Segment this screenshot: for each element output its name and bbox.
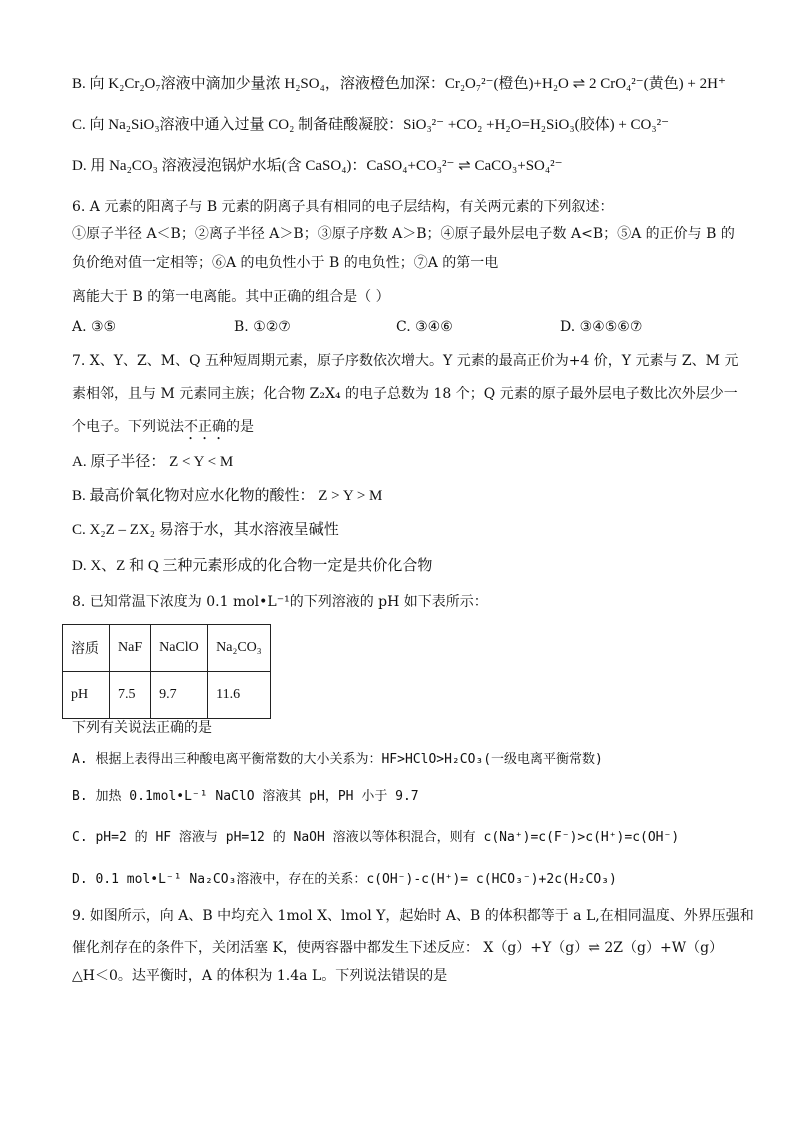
- q7-line-2: 素相邻，且与 M 元素同主族；化合物 Z₂X₄ 的电子总数为 18 个；Q 元素的原子最外层电子数比次外层少一: [72, 386, 738, 402]
- q6-line-3: 负价绝对值一定相等；⑥A 的电负性小于 B 的电负性；⑦A 的第一电: [72, 255, 499, 271]
- q6-option-a: A. ③⑤: [72, 319, 117, 335]
- q5-option-b: B. 向 K₂Cr₂O₇溶液中滴加少量浓 H₂SO₄，溶液橙色加深：Cr₂O₇²⁻(橙色)+H₂O ⇌ 2 CrO₄²⁻(黄色) + 2H⁺: [72, 76, 726, 92]
- q8-option-a: A. 根据上表得出三种酸电离平衡常数的大小关系为：HF>HClO>H₂CO₃(一级电离平衡常数): [72, 752, 603, 767]
- q7-line-3-pre: 个电子。下列说法: [72, 419, 184, 435]
- q8-option-d: D. 0.1 mol•L⁻¹ Na₂CO₃溶液中，存在的关系：c(OH⁻)-c(H⁺)= c(HCO₃⁻)+2c(H₂CO₃): [72, 872, 617, 887]
- q7-emphasis: 不正确: [184, 419, 226, 435]
- q8-after-table: 下列有关说法正确的是: [72, 720, 212, 736]
- q6-line-2: ①原子半径 A＜B；②离子半径 A＞B；③原子序数 A＞B；④原子最外层电子数 A<B；⑤A 的正价与 B 的: [72, 226, 735, 242]
- q5-option-d: D. 用 Na₂CO₃ 溶液浸泡锅炉水垢(含 CaSO₄)：CaSO₄+CO₃²⁻ ⇌ CaCO₃+SO₄²⁻: [72, 158, 563, 174]
- q7-option-a: A. 原子半径： Z < Y < M: [72, 454, 234, 470]
- q6-option-d: D. ③④⑤⑥⑦: [560, 319, 643, 335]
- q8-stem: 8. 已知常温下浓度为 0.1 mol•L⁻¹的下列溶液的 pH 如下表所示：: [72, 594, 488, 610]
- q7-line-3: [72, 417, 254, 443]
- q5-option-c: C. 向 Na₂SiO₃溶液中通入过量 CO₂ 制备硅酸凝胶：SiO₃²⁻ +CO₂ +H₂O=H₂SiO₃(胶体) + CO₃²⁻: [72, 117, 670, 133]
- table-cell: pH: [63, 672, 110, 719]
- q9-line-2: 催化剂存在的条件下，关闭活塞 K，使两容器中都发生下述反应： X（g）+Y（g）⇌ 2Z（g）+W（g）: [72, 940, 724, 956]
- q9-line-1: 9. 如图所示，向 A、B 中均充入 1mol X、lmol Y，起始时 A、B 的体积都等于 a L,在相同温度、外界压强和: [72, 908, 754, 924]
- table-cell: 9.7: [151, 672, 208, 719]
- q7-line-1: 7. X、Y、Z、M、Q 五种短周期元素，原子序数依次增大。Y 元素的最高正价为+4 价，Y 元素与 Z、M 元: [72, 353, 739, 369]
- q6-line-4: 离能大于 B 的第一电离能。其中正确的组合是（ ）: [72, 289, 390, 305]
- q6-stem: 6. A 元素的阳离子与 B 元素的阴离子具有相同的电子层结构，有关两元素的下列叙述：: [72, 199, 614, 215]
- table-cell: NaF: [110, 625, 151, 672]
- table-cell: 7.5: [110, 672, 151, 719]
- ph-table-value-row: [63, 672, 271, 719]
- q6-option-c: C. ③④⑥: [396, 319, 453, 335]
- q8-option-b: B. 加热 0.1mol•L⁻¹ NaClO 溶液其 pH，PH 小于 9.7: [72, 789, 419, 804]
- table-cell: 溶质: [63, 625, 110, 672]
- table-cell: NaClO: [151, 625, 208, 672]
- q8-option-c: C. pH=2 的 HF 溶液与 pH=12 的 NaOH 溶液以等体积混合，则有 c(Na⁺)=c(F⁻)>c(H⁺)=c(OH⁻): [72, 830, 680, 845]
- q7-option-b: B. 最高价氧化物对应水化物的酸性： Z > Y > M: [72, 488, 383, 504]
- ph-table-header-row: [63, 625, 271, 672]
- ph-table: [62, 624, 271, 719]
- table-cell: Na₂CO₃: [208, 625, 271, 672]
- q9-line-3: △H＜0。达平衡时，A 的体积为 1.4a L。下列说法错误的是: [72, 968, 448, 984]
- q7-option-d: D. X、Z 和 Q 三种元素形成的化合物一定是共价化合物: [72, 558, 433, 574]
- q7-option-c: C. X₂Z – ZX₂ 易溶于水，其水溶液呈碱性: [72, 522, 339, 538]
- q6-option-b: B. ①②⑦: [234, 319, 291, 335]
- table-cell: 11.6: [208, 672, 271, 719]
- q7-line-3-post: 的是: [226, 419, 254, 435]
